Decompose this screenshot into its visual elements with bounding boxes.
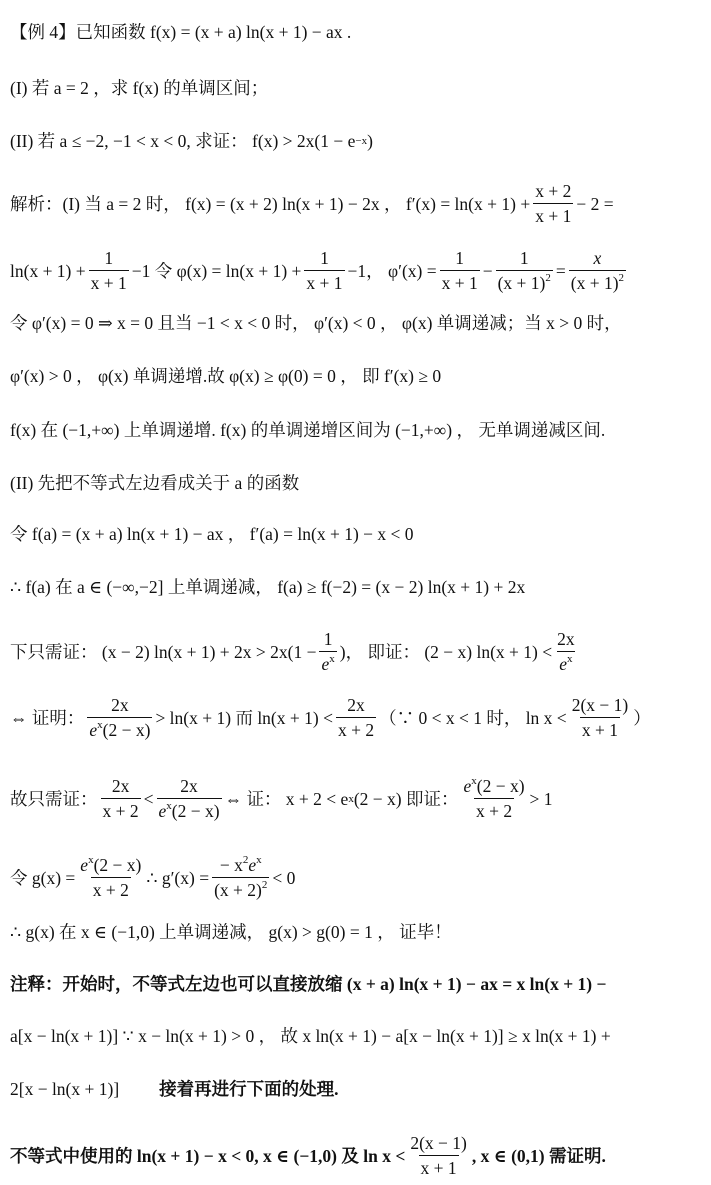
fraction: $\frac{1}{(x + 1)^2}$ <box>497 248 551 293</box>
fraction: $\frac{2(x - 1)}{x + 1}$ <box>410 1133 467 1178</box>
fraction: $\frac{e^x(2 - x)}{x + 2}$ <box>80 854 142 900</box>
decreasing-in-a: ∴ f(a) 在 a ∈ (−∞,−2] 上单调递减， f(a) ≥ f(−2) = (x − 2) ln(x + 1) + 2x <box>10 577 526 597</box>
solution-part-1-start: 解析：(I) 当 a = 2 时， f(x) = (x + 2) ln(x + 1) − 2x ， f′(x) = ln(x + 1) + $\frac{x + 2}{x + 1}$ − 2 = <box>10 181 614 226</box>
fraction: $\frac{- x^2e^x}{(x + 2)^2}$ <box>214 854 268 900</box>
note-line-1: 注释：开始时，不等式左边也可以直接放缩 (x + a) ln(x + 1) − ax = x ln(x + 1) − <box>10 974 607 994</box>
fraction: $\frac{1}{x + 1}$ <box>441 248 478 293</box>
fraction: $\frac{2x}{x + 2}$ <box>102 776 139 821</box>
question-part-2: (II) 若 a ≤ −2, −1 < x < 0, 求证： f(x) > 2x(1 − e −x ) <box>10 131 373 151</box>
fraction: $\frac{e^x(2 - x)}{x + 2}$ <box>463 775 525 821</box>
solution-part-2-start: (II) 先把不等式左边看成关于 a 的函数 <box>10 473 300 493</box>
fraction: $\frac{1}{e^x}$ <box>321 629 335 674</box>
monotonic-increase-line: φ′(x) > 0 ， φ(x) 单调递增.故 φ(x) ≥ φ(0) = 0 ， 即 f′(x) ≥ 0 <box>10 366 442 386</box>
monotonic-decrease-line: 令 φ′(x) = 0 ⇒ x = 0 且当 −1 < x < 0 时， φ′(x) < 0 ， φ(x) 单调递减；当 x > 0 时， <box>10 313 622 333</box>
example-heading: 【例 4】已知函数 f(x) = (x + a) ln(x + 1) − ax . <box>10 22 352 42</box>
derivative-analysis: ln(x + 1) + $\frac{1}{x + 1}$ −1 令 φ(x) = ln(x + 1) + $\frac{1}{x + 1}$ −1， φ′(x) = $\frac{1}{x + 1}$ − $\frac{1}{(x + 1)^2}$ = $\frac{x}{(x + 1)^2}$ <box>10 248 625 293</box>
need-to-prove-line: 下只需证： (x − 2) ln(x + 1) + 2x > 2x(1 − $\frac{1}{e^x}$ )， 即证： (2 − x) ln(x + 1) < $\frac{2x}{e^x}$ <box>10 629 575 674</box>
note-line-2: a[x − ln(x + 1)] ∵ x − ln(x + 1) > 0 ， 故 x ln(x + 1) − a[x − ln(x + 1)] ≥ x ln(x + 1) + <box>10 1026 611 1046</box>
note-line-4: 不等式中使用的 ln(x + 1) − x < 0, x ∈ (−1,0) 及 ln x < $\frac{2(x - 1)}{x + 1}$ , x ∈ (0,1) 需证明. <box>10 1133 606 1178</box>
proof-complete-line: ∴ g(x) 在 x ∈ (−1,0) 上单调递减， g(x) > g(0) = 1 ， 证毕！ <box>10 922 452 942</box>
function-of-a: 令 f(a) = (x + a) ln(x + 1) − ax ， f′(a) = ln(x + 1) − x < 0 <box>10 524 414 544</box>
fraction: $\frac{2x}{e^x}$ <box>557 629 575 674</box>
fraction: $\frac{1}{x + 1}$ <box>90 248 127 293</box>
equivalent-proof-line: ⇔ 证明： $\frac{2x}{e^x(2 - x)}$ > ln(x + 1) 而 ln(x + 1) < $\frac{2x}{x + 2}$ （∵ 0 < x < 1 时， ln x < $\frac{2(x - 1)}{x + 1}$ ） <box>10 695 651 740</box>
fraction: $\frac{x}{(x + 1)^2}$ <box>570 248 625 293</box>
reduced-inequality-line: 故只需证： $\frac{2x}{x + 2}$ < $\frac{2x}{e^x(2 - x)}$ ⇔ 证： x + 2 < e x (2 − x) 即证： $\frac{e^x(2 - x)}{x + 2}$ > 1 <box>10 775 553 821</box>
part-1-conclusion: f(x) 在 (−1,+∞) 上单调递增. f(x) 的单调递增区间为 (−1,+∞) ， 无单调递减区间. <box>10 420 606 440</box>
fraction: $\frac{2x}{e^x(2 - x)}$ <box>158 776 220 821</box>
fraction: $\frac{2(x - 1)}{x + 1}$ <box>571 695 629 740</box>
note-line-3: 2[x − ln(x + 1)] 接着再进行下面的处理. <box>10 1079 339 1099</box>
fraction: $\frac{x + 2}{x + 1}$ <box>535 181 572 226</box>
question-part-1: (I) 若 a = 2 ，求 f(x) 的单调区间； <box>10 78 269 98</box>
g-function-line: 令 g(x) = $\frac{e^x(2 - x)}{x + 2}$ ∴ g′(x) = $\frac{- x^2e^x}{(x + 2)^2}$ < 0 <box>10 854 296 900</box>
fraction: $\frac{2x}{e^x(2 - x)}$ <box>89 695 151 740</box>
fraction: $\frac{2x}{x + 2}$ <box>337 695 375 740</box>
fraction: $\frac{1}{x + 1}$ <box>306 248 343 293</box>
